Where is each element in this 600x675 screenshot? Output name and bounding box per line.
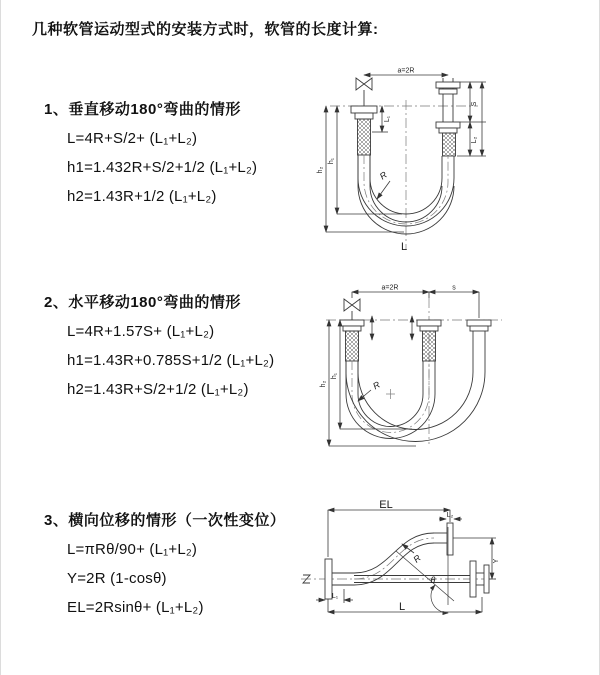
dim-label-y: Y bbox=[493, 558, 500, 564]
radius-label: R bbox=[371, 379, 382, 392]
valve-icon bbox=[344, 299, 360, 320]
dim-label-l2: L₂ bbox=[446, 512, 454, 519]
dim-label-h2: h₂ bbox=[317, 166, 324, 174]
diagram-vertical-180-bend bbox=[306, 62, 590, 258]
diagram-3-drawing bbox=[296, 499, 600, 639]
dim-label-l2: L₂ bbox=[471, 136, 478, 144]
length-label: L bbox=[398, 601, 406, 613]
diagram-lateral-displacement bbox=[296, 499, 600, 639]
section-2-heading: 2、水平移动180°弯曲的情形 bbox=[44, 294, 241, 311]
valve-icon bbox=[356, 78, 372, 106]
diagram-2-drawing bbox=[312, 282, 594, 460]
dimension-lines bbox=[329, 292, 479, 446]
page-title: 几种软管运动型式的安装方式时，软管的长度计算: bbox=[32, 21, 379, 38]
radius-label: R bbox=[411, 552, 423, 565]
formula-h2: h2=1.43R+1/2 (L₁+L₂) bbox=[67, 188, 217, 205]
dim-label-a2r: a=2R bbox=[381, 284, 399, 292]
dim-label-s: s bbox=[452, 284, 456, 292]
radius-label: R bbox=[377, 169, 389, 182]
dim-label-s: S bbox=[471, 101, 478, 107]
formula-h1: h1=1.432R+S/2+1/2 (L₁+L₂) bbox=[67, 159, 258, 176]
formula-el: EL=2Rsinθ+ (L₁+L₂) bbox=[67, 599, 204, 616]
formula-h1: h1=1.43R+0.785S+1/2 (L₁+L₂) bbox=[67, 352, 275, 369]
dim-label-h1: h₁ bbox=[331, 372, 338, 380]
diagram-horizontal-180-bend bbox=[312, 282, 594, 460]
section-horizontal-movement bbox=[44, 293, 274, 409]
hose-and-pipes bbox=[351, 78, 460, 234]
section-3-heading: 3、横向位移的情形（一次性变位） bbox=[44, 512, 286, 529]
formula-length: L=4R+S/2+ (L₁+L₂) bbox=[67, 130, 198, 147]
length-label: L bbox=[400, 241, 408, 253]
dim-label-h1: h₁ bbox=[328, 157, 335, 165]
formula-y: Y=2R (1-cosθ) bbox=[67, 570, 167, 587]
hose-and-pipes bbox=[340, 299, 491, 442]
formula-length: L=4R+1.57S+ (L₁+L₂) bbox=[67, 323, 215, 340]
angle-label: θ bbox=[430, 575, 436, 585]
dim-label-l1: L₁ bbox=[331, 593, 339, 600]
dim-label-h2: h₂ bbox=[320, 380, 327, 388]
diagram-1-drawing bbox=[306, 62, 590, 258]
dimension-lines bbox=[316, 510, 496, 612]
dim-label-l1: L₁ bbox=[384, 115, 391, 123]
dim-label-el: EL bbox=[379, 499, 393, 511]
section-vertical-movement bbox=[44, 100, 257, 216]
dim-label-a2r: a=2R bbox=[397, 67, 415, 75]
formula-length: L=πRθ/90+ (L₁+L₂) bbox=[67, 541, 198, 558]
section-1-heading: 1、垂直移动180°弯曲的情形 bbox=[44, 101, 241, 118]
formula-h2: h2=1.43R+S/2+1/2 (L₁+L₂) bbox=[67, 381, 249, 398]
page-edge-left bbox=[0, 0, 1, 675]
section-lateral-displacement bbox=[44, 511, 285, 627]
